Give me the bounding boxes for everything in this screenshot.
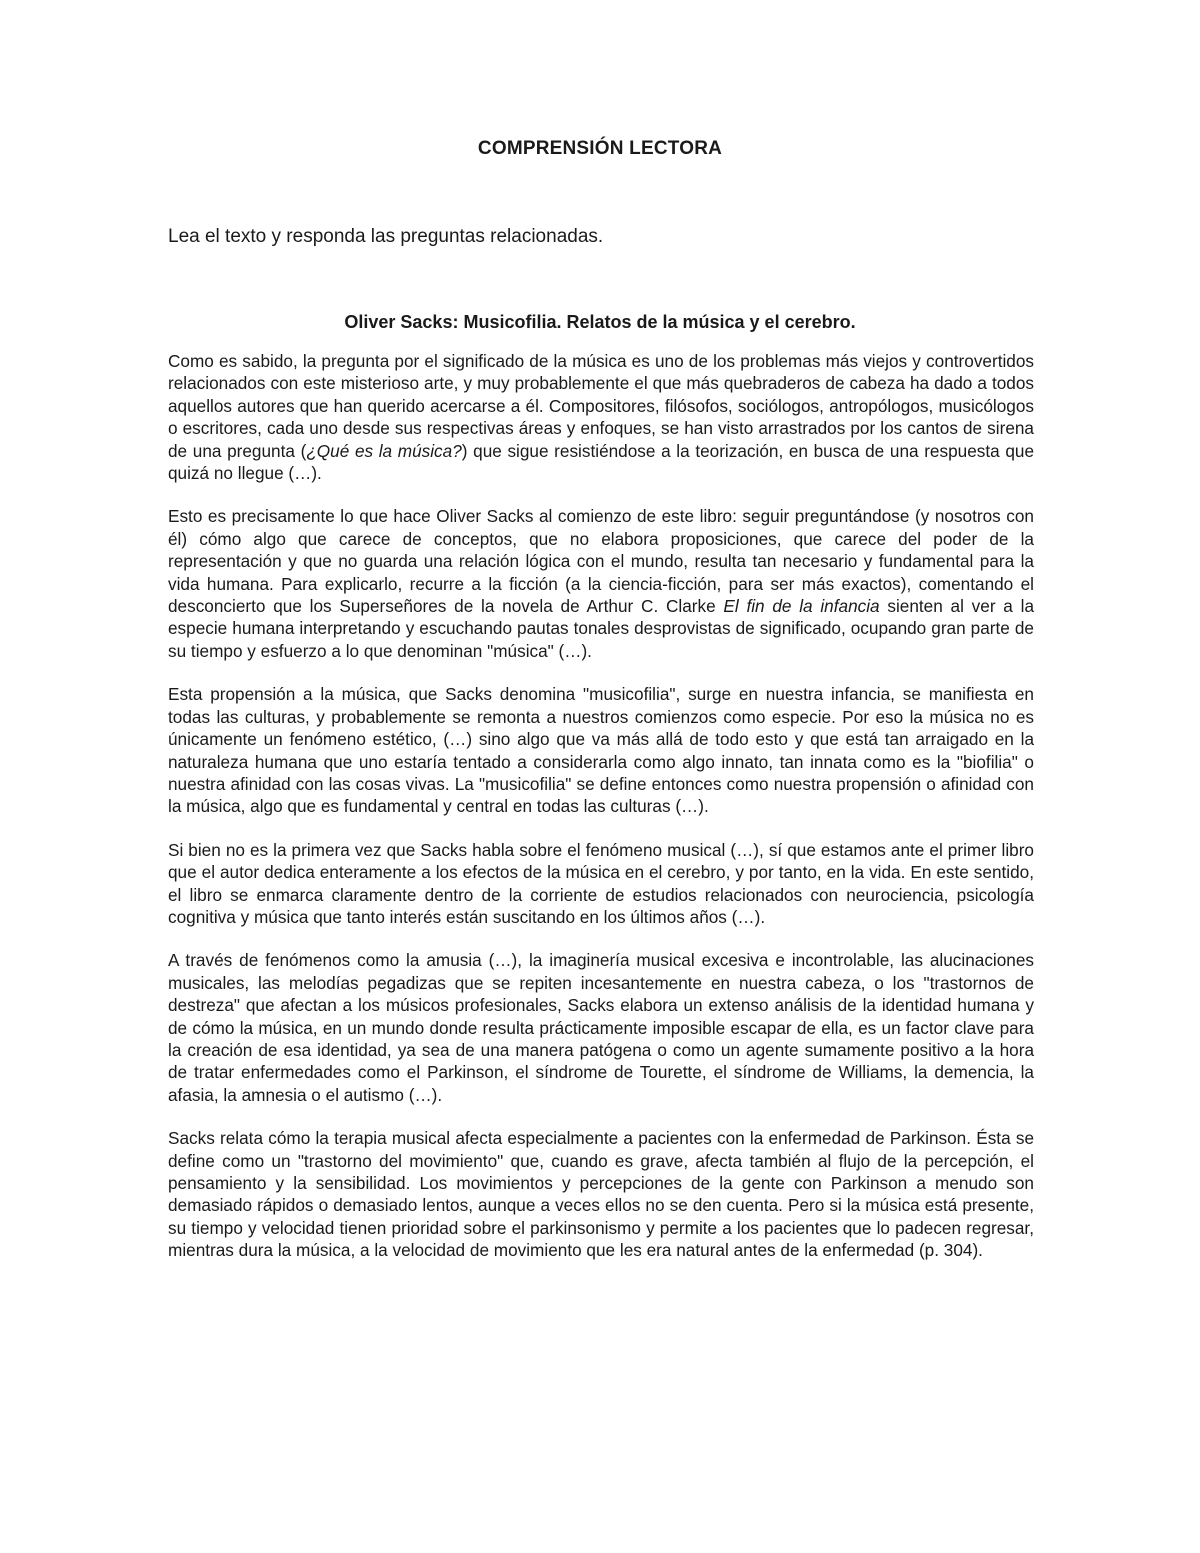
paragraph-3: Esta propensión a la música, que Sacks denomina "musicofilia", surge en nuestra infancia, se manifiesta en todas las culturas, y probablemente se remonta a nuestros comienzos como especie. Por eso la música no es únicamente un fenómeno estético, (…) sino algo que va más allá de todo esto y que está tan arraigado en la naturaleza humana que uno estaría tentado a considerarla como algo innato, tan innata como es la "biofilia" o nuestra afinidad con las cosas vivas. La "musicofilia" se define entonces como nuestra propensión o afinidad con la música, algo que es fundamental y central en todas las culturas (…). [168,684,1034,817]
reading-title: Oliver Sacks: Musicofilia. Relatos de la música y el cerebro. [344,312,856,332]
paragraph-2-text-a: Esto es precisamente lo que hace Oliver Sacks al comienzo de este libro: seguir preguntándose (y nosotros con él) cómo algo que carece de conceptos, que no elabora proposiciones, que carece del poder de la representación y que no guarda una relación lógica con el mundo, resulta tan necesario y fundamental para la vida humana. Para explicarlo, recurre a la ficción (a la ciencia-ficción, para ser más exactos), comentando el desconcierto que los Superseñores de la novela de Arthur C. Clarke [168,506,1034,617]
paragraph-5: A través de fenómenos como la amusia (…), la imaginería musical excesiva e incontrolable, las alucinaciones musicales, las melodías pegadizas que se repiten incesantemente en nuestra cabeza, o los "trastornos de destreza" que afectan a los músicos profesionales, Sacks elabora un extenso análisis de la identidad humana y de cómo la música, en un mundo donde resulta prácticamente imposible escapar de ella, es un factor clave para la creación de esa identidad, ya sea de una manera patógena o como un agente sumamente positivo a la hora de tratar enfermedades como el Parkinson, el síndrome de Tourette, el síndrome de Williams, la demencia, la afasia, la amnesia o el autismo (…). [168,950,1034,1105]
paragraph-2-italic: El fin de la infancia [723,596,880,617]
instruction-text: Lea el texto y responda las preguntas relacionadas. [168,226,604,247]
paragraph-4: Si bien no es la primera vez que Sacks habla sobre el fenómeno musical (…), sí que estamos ante el primer libro que el autor dedica enteramente a los efectos de la música en el cerebro, y por tanto, en la vida. En este sentido, el libro se enmarca claramente dentro de la corriente de estudios relacionados con neurociencia, psicología cognitiva y música que tanto interés están suscitando en los últimos años (…). [168,839,1034,927]
paragraph-6: Sacks relata cómo la terapia musical afecta especialmente a pacientes con la enfermedad de Parkinson. Ésta se define como un "trastorno del movimiento" que, cuando es grave, afecta también al flujo de la percepción, el pensamiento y la sensibilidad. Los movimientos y percepciones de la gente con Parkinson a menudo son demasiado rápidos o demasiado lentos, aunque a veces ellos no se den cuenta. Pero si la música está presente, su tiempo y velocidad tienen prioridad sobre el parkinsonismo y permite a los pacientes que lo padecen regresar, mientras dura la música, a la velocidad de movimiento que les era natural antes de la enfermedad (p. 304). [168,1128,1034,1261]
paragraph-2-text-b: sienten al ver a la especie humana interpretando y escuchando pautas tonales desprovistas de significado, ocupando gran parte de su tiempo y esfuerzo a lo que denominan "música" (…). [168,596,1035,661]
document-title: COMPRENSIÓN LECTORA [477,138,723,159]
paragraph-2 [168,505,1034,662]
paragraph-1-text-b: ) que sigue resistiéndose a la teorización, en busca de una respuesta que quizá no llegue (…). [168,440,1035,484]
reading-body [168,350,1034,1283]
paragraph-1-text-a: Como es sabido, la pregunta por el significado de la música es uno de los problemas más viejos y controvertidos relacionados con este misterioso arte, y muy probablemente el que más quebraderos de cabeza ha dado a todos aquellos autores que han querido acercarse a él. Compositores, filósofos, sociólogos, antropólogos, musicólogos o escritores, cada uno desde sus respectivas áreas y enfoques, se han visto arrastrados por los cantos de sirena de una pregunta ( [168,351,1034,461]
paragraph-1 [168,350,1034,484]
paragraph-1-italic: ¿Qué es la música? [306,440,462,461]
